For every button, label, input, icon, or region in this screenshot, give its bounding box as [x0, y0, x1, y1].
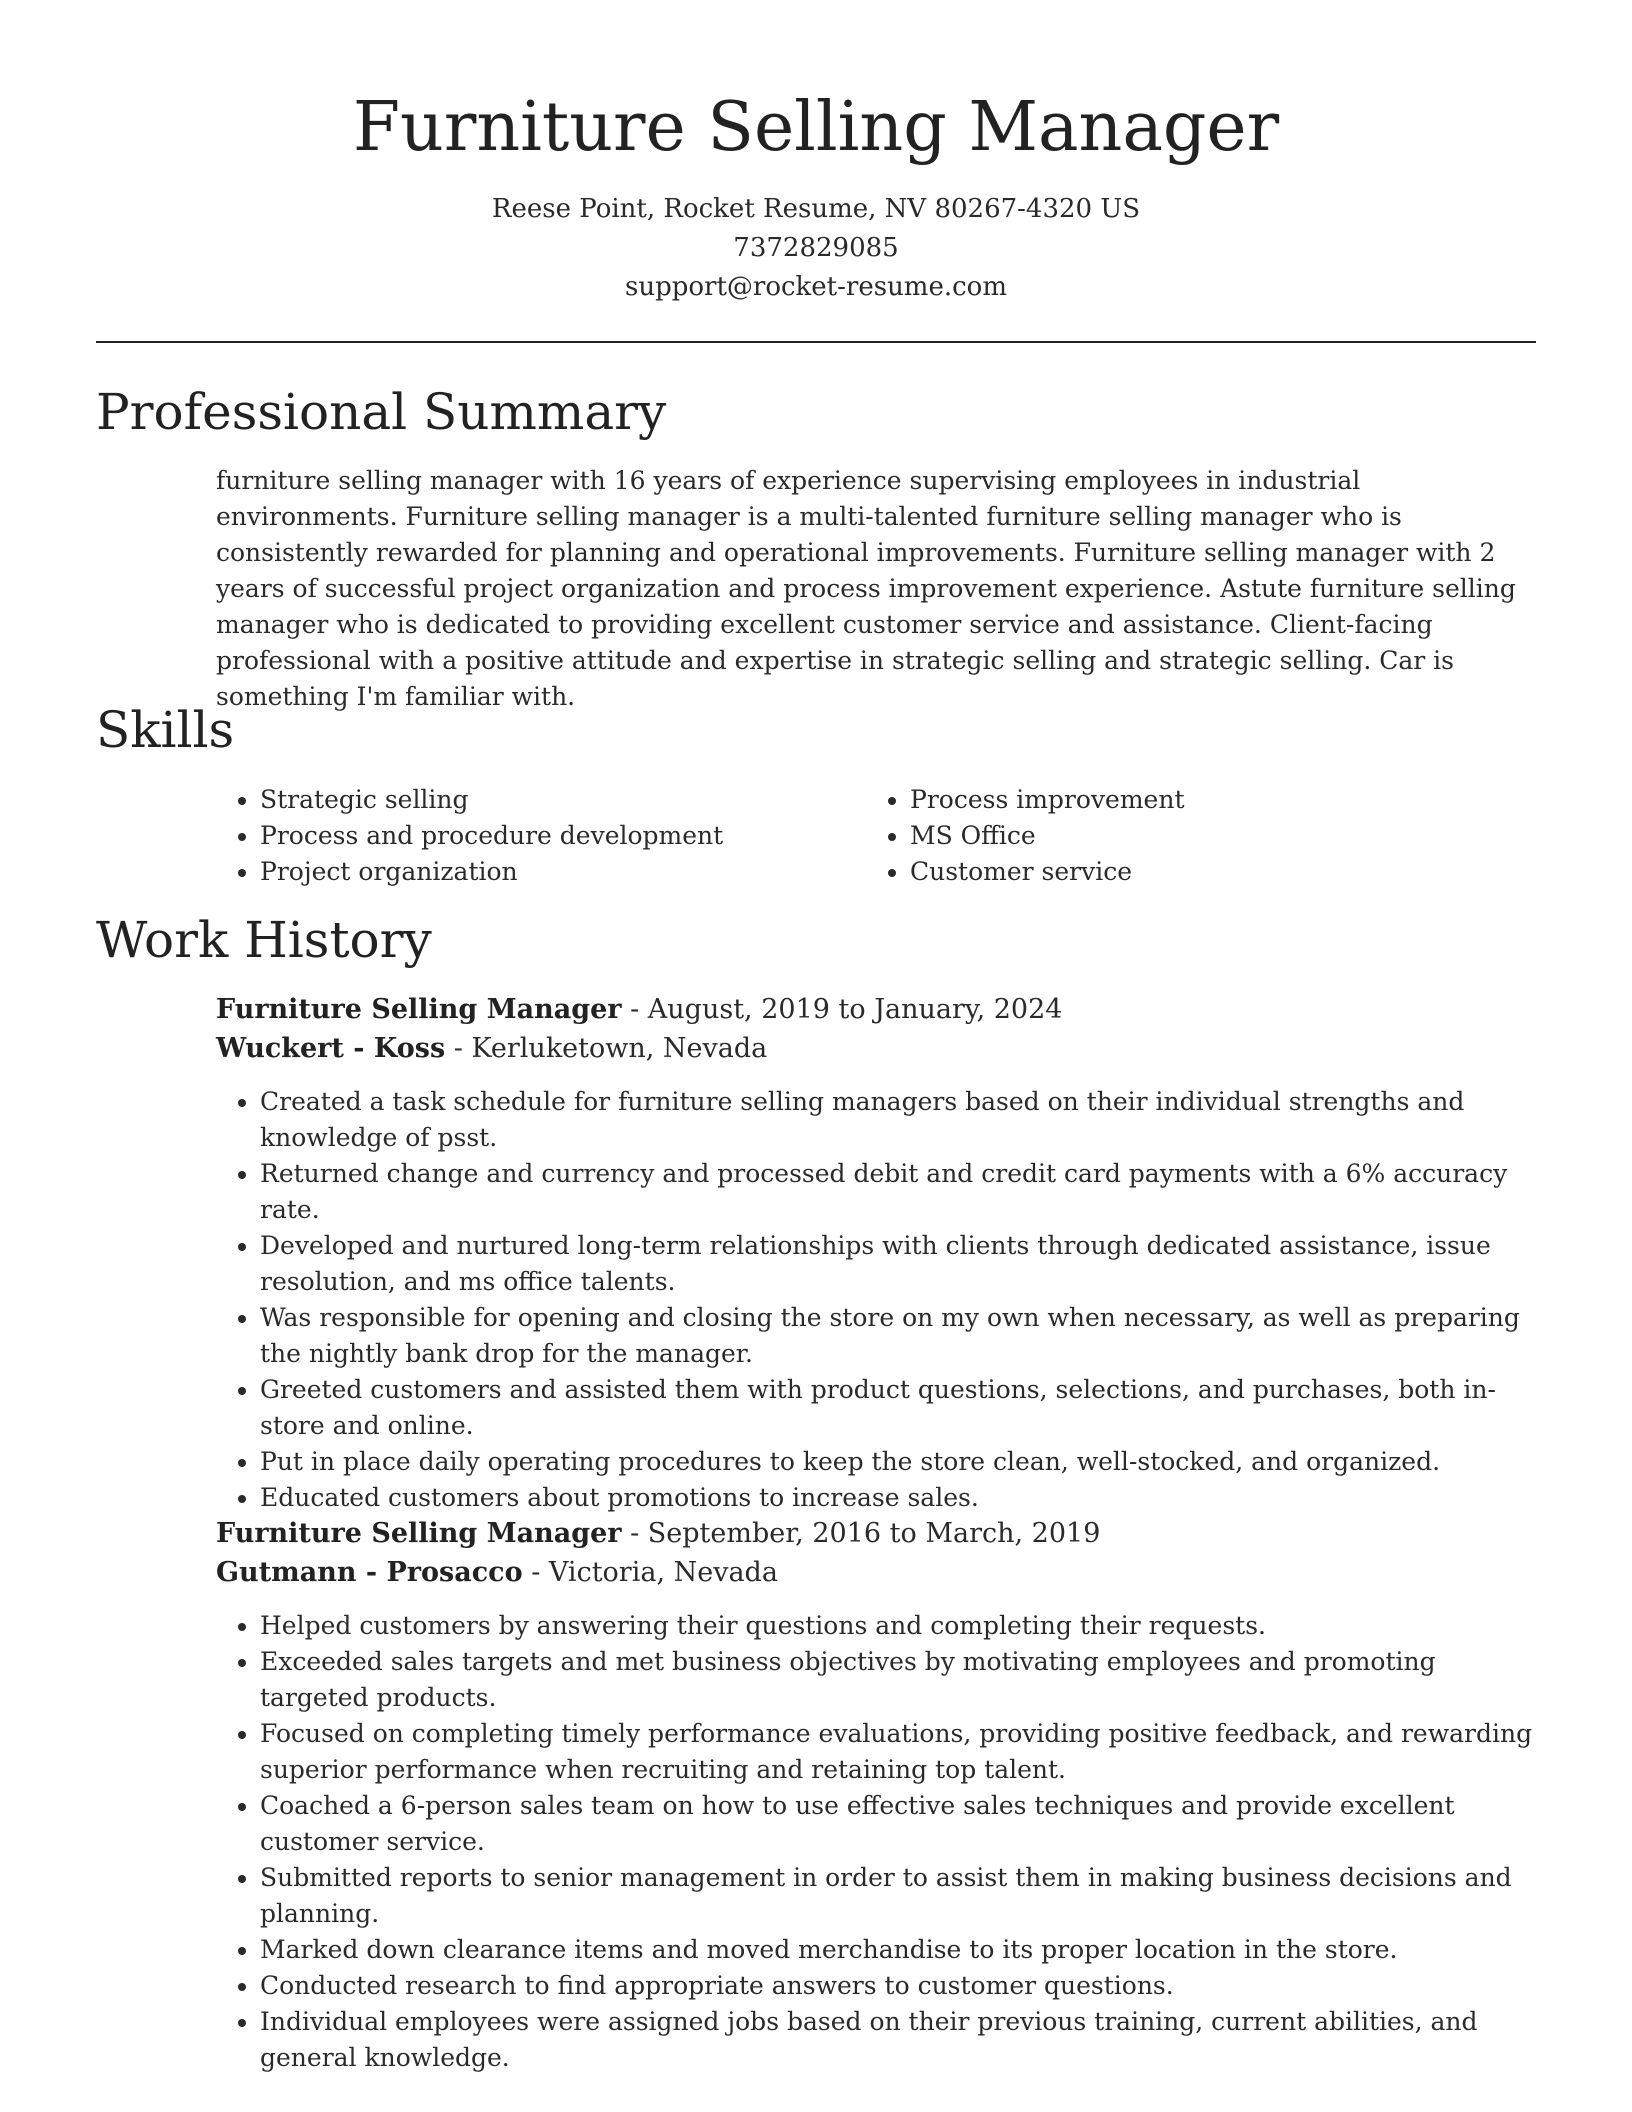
job-bullet: • Was responsible for opening and closing the store on my own when necessary, as well as preparing the nightly bank drop for the manager.: [260, 1300, 1536, 1372]
section-title-skills: Skills: [96, 701, 235, 759]
skill-item: • Process improvement: [910, 782, 1516, 818]
skills-column-right: [866, 782, 1516, 890]
skill-item: • MS Office: [910, 818, 1516, 854]
resume-header: [96, 86, 1536, 307]
summary-text: furniture selling manager with 16 years of experience supervising employees in industrial environments. Furniture selling manager is a multi-talented furniture selling manager who is consistently rewarded for planning and operational improvements. Furniture selling manager with 2 years of successful project organization and process improvement experience. Astute furniture selling manager who is dedicated to providing excellent customer service and assistance. Client-facing professional with a positive attitude and expertise in strategic selling and strategic selling. Car is something I'm familiar with.: [216, 466, 1516, 711]
candidate-name: Furniture Selling Manager: [352, 88, 1280, 167]
job-location: - Kerluketown, Nevada: [445, 1033, 768, 1064]
skills-list: [216, 782, 1536, 890]
section-title-work-history: Work History: [96, 911, 432, 969]
job-bullet: • Put in place daily operating procedures to keep the store clean, well-stocked, and organized.: [260, 1444, 1536, 1480]
contact-info: [96, 190, 1536, 307]
job-dates: - September, 2016 to March, 2019: [621, 1518, 1101, 1549]
job-bullet: • Created a task schedule for furniture selling managers based on their individual strengths and knowledge of psst.: [260, 1084, 1536, 1156]
job-bullet: • Developed and nurtured long-term relationships with clients through dedicated assistance, issue resolution, and ms office talents.: [260, 1228, 1536, 1300]
header-divider: [96, 341, 1536, 343]
job-bullets: [216, 1608, 1536, 2076]
job-bullet: • Individual employees were assigned jobs based on their previous training, current abilities, and general knowledge.: [260, 2004, 1536, 2076]
section-title-summary: Professional Summary: [96, 383, 667, 441]
job-title-line: [216, 990, 1536, 1029]
job-dates: - August, 2019 to January, 2024: [621, 994, 1063, 1025]
skills-column-left: [216, 782, 866, 890]
job-entry: [216, 1514, 1536, 2076]
job-company: Gutmann - Prosacco: [216, 1557, 523, 1588]
skill-item: • Customer service: [910, 854, 1516, 890]
job-bullet: • Exceeded sales targets and met business objectives by motivating employees and promoting targeted products.: [260, 1644, 1536, 1716]
contact-phone: 7372829085: [733, 233, 899, 263]
skill-item: • Process and procedure development: [260, 818, 866, 854]
job-bullet: • Educated customers about promotions to increase sales.: [260, 1480, 1536, 1516]
job-bullets: [216, 1084, 1536, 1516]
job-bullet: • Greeted customers and assisted them with product questions, selections, and purchases, both in-store and online.: [260, 1372, 1536, 1444]
job-title: Furniture Selling Manager: [216, 1518, 622, 1549]
job-bullet: • Focused on completing timely performance evaluations, providing positive feedback, and rewarding superior performance when recruiting and retaining top talent.: [260, 1716, 1536, 1788]
job-entry: [216, 990, 1536, 1516]
job-company-line: [216, 1553, 1536, 1592]
contact-address: Reese Point, Rocket Resume, NV 80267-4320 US: [491, 194, 1141, 224]
job-bullet: • Returned change and currency and processed debit and credit card payments with a 6% accuracy rate.: [260, 1156, 1536, 1228]
job-bullet: • Submitted reports to senior management in order to assist them in making business decisions and planning.: [260, 1860, 1536, 1932]
job-title-line: [216, 1514, 1536, 1553]
job-company-line: [216, 1029, 1536, 1068]
job-location: - Victoria, Nevada: [522, 1557, 778, 1588]
job-company: Wuckert - Koss: [216, 1033, 446, 1064]
job-bullet: • Coached a 6-person sales team on how to use effective sales techniques and provide excellent customer service.: [260, 1788, 1536, 1860]
job-bullet: • Conducted research to find appropriate answers to customer questions.: [260, 1968, 1536, 2004]
job-bullet: • Helped customers by answering their questions and completing their requests.: [260, 1608, 1536, 1644]
job-bullet: • Marked down clearance items and moved merchandise to its proper location in the store.: [260, 1932, 1536, 1968]
job-title: Furniture Selling Manager: [216, 994, 622, 1025]
skill-item: • Strategic selling: [260, 782, 866, 818]
contact-email: support@rocket-resume.com: [624, 272, 1007, 302]
skill-item: • Project organization: [260, 854, 866, 890]
